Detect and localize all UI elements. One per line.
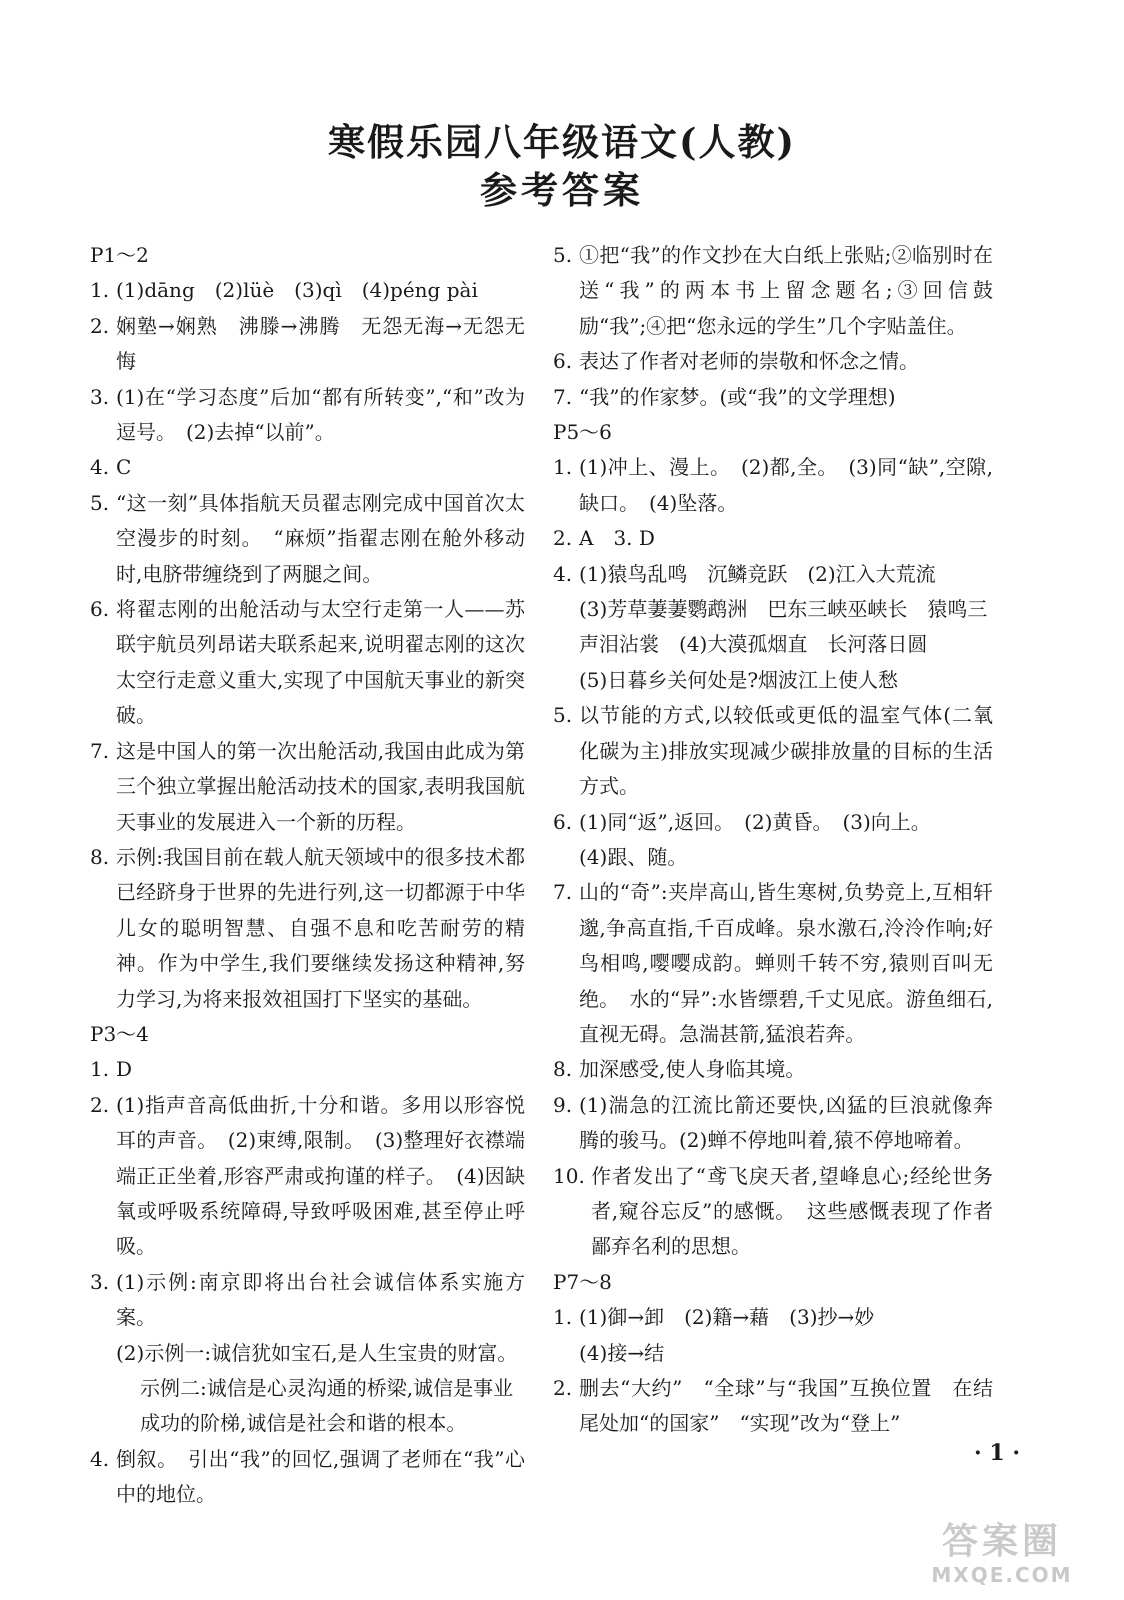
answer-item bbox=[90, 1052, 525, 1087]
item-number: 2. bbox=[553, 1376, 573, 1400]
right-column bbox=[553, 238, 993, 1442]
section-label-p7-8: P7～8 bbox=[553, 1269, 612, 1294]
item-text: A 3. D bbox=[579, 526, 655, 551]
item-number: 6. bbox=[553, 809, 573, 834]
item-text: (1)湍急的江流比箭还要快,凶猛的巨浪就像奔腾的骏马。(2)蝉不停地叫着,猿不停地啼着。 bbox=[579, 1092, 993, 1153]
answer-item bbox=[553, 238, 993, 344]
answer-item bbox=[90, 1265, 525, 1336]
answer-continuation: 示例二:诚信是心灵沟通的桥梁,诚信是事业成功的阶梯,诚信是社会和谐的根本。 bbox=[140, 1376, 514, 1436]
answer-continuation: (5)日暮乡关何处是?烟波江上使人愁 bbox=[579, 667, 899, 692]
item-number: 5. bbox=[553, 243, 573, 267]
answer-continuation: (3)芳草萋萋鹦鹉洲 巴东三峡巫峡长 猿鸣三声泪沾裳 (4)大漠孤烟直 长河落日圆 bbox=[579, 597, 988, 657]
item-text: 娴塾→娴熟 沸滕→沸腾 无怨无海→无怨无悔 bbox=[116, 313, 525, 374]
answer-item bbox=[553, 1052, 993, 1087]
item-number: 4. bbox=[90, 455, 110, 480]
answer-item bbox=[553, 875, 993, 1052]
item-text: 将翟志刚的出舱活动与太空行走第一人——苏联宇航员列昂诺夫联系起来,说明翟志刚的这次太空行走意义重大,实现了中国航天事业的新突破。 bbox=[116, 597, 525, 728]
answer-item bbox=[553, 380, 993, 415]
item-number: 10. bbox=[553, 1163, 585, 1188]
page-number: · 1 · bbox=[974, 1440, 1020, 1466]
item-text: “我”的作家梦。(或“我”的文学理想) bbox=[579, 384, 896, 409]
item-text: (1)同“返”,返回。 (2)黄昏。 (3)向上。 bbox=[579, 809, 931, 834]
answer-item bbox=[553, 805, 993, 840]
section-label-p3-4: P3～4 bbox=[90, 1021, 149, 1046]
answer-item bbox=[553, 450, 993, 521]
answer-item bbox=[553, 698, 993, 804]
item-text: C bbox=[116, 455, 132, 480]
item-text: 这是中国人的第一次出舱活动,我国由此成为第三个独立掌握出舱活动技术的国家,表明我国航天事业的发展进入一个新的历程。 bbox=[116, 738, 525, 834]
answer-item bbox=[90, 734, 525, 840]
watermark-logo bbox=[892, 1520, 1112, 1590]
item-number: 9. bbox=[553, 1092, 573, 1117]
item-text: 表达了作者对老师的崇敬和怀念之情。 bbox=[579, 349, 919, 374]
item-number: 2. bbox=[90, 1092, 110, 1117]
item-text: “这一刻”具体指航天员翟志刚完成中国首次太空漫步的时刻。 “麻烦”指翟志刚在舱外移动时,电脐带缠绕到了两腿之间。 bbox=[116, 490, 525, 586]
item-text: (1)示例:南京即将出台社会诚信体系实施方案。 bbox=[116, 1269, 525, 1330]
watermark-text-cn: 答案圈 bbox=[941, 1521, 1062, 1562]
item-number: 7. bbox=[90, 738, 110, 763]
answer-item bbox=[90, 380, 525, 451]
answer-item bbox=[90, 592, 525, 734]
item-text: (1)在“学习态度”后加“都有所转变”,“和”改为逗号。 (2)去掉“以前”。 bbox=[116, 384, 525, 445]
answer-item bbox=[553, 1371, 993, 1442]
item-text: (1)dāng (2)lüè (3)qì (4)péng pài bbox=[116, 278, 478, 303]
item-text: 以节能的方式,以较低或更低的温室气体(二氧化碳为主)排放实现减少碳排放量的目标的生活方式。 bbox=[579, 703, 993, 799]
item-number: 1. bbox=[553, 1305, 573, 1330]
answer-item bbox=[90, 840, 525, 1017]
answer-item bbox=[90, 486, 525, 592]
answer-item bbox=[553, 557, 993, 592]
item-number: 4. bbox=[90, 1446, 110, 1471]
item-text: ①把“我”的作文抄在大白纸上张贴;②临别时在送“我”的两本书上留念题名;③回信鼓励“我”;④把“您永远的学生”几个字贴盖住。 bbox=[579, 243, 993, 338]
answer-continuation: (4)跟、随。 bbox=[579, 844, 688, 869]
item-number: 1. bbox=[90, 278, 110, 303]
section-label-p5-6: P5～6 bbox=[553, 420, 612, 445]
item-text: 倒叙。 引出“我”的回忆,强调了老师在“我”心中的地位。 bbox=[116, 1446, 525, 1507]
item-number: 5. bbox=[90, 490, 110, 515]
answer-continuation: (4)接→结 bbox=[579, 1340, 665, 1365]
item-text: (1)指声音高低曲折,十分和谐。多用以形容悦耳的声音。 (2)束缚,限制。 (3)整理好衣襟端端正正坐着,形容严肃或拘谨的样子。 (4)因缺氧或呼吸系统障碍,导致呼吸困难,甚至停止呼吸。 bbox=[116, 1092, 525, 1259]
page-subtitle: 参考答案 bbox=[480, 168, 644, 212]
item-text: D bbox=[116, 1057, 133, 1082]
item-text: 山的“奇”:夹岸高山,皆生寒树,负势竞上,互相轩邈,争高直指,千百成峰。泉水激石,泠泠作响;好鸟相鸣,嘤嘤成韵。蝉则千转不穷,猿则百叫无绝。 水的“异”:水皆缥碧,千丈见底。游鱼细石,直视无碍。急湍甚箭,猛浪若奔。 bbox=[579, 880, 993, 1046]
answer-item bbox=[553, 521, 993, 556]
answer-item bbox=[553, 1159, 993, 1265]
watermark-text-en: MXQE.COM bbox=[931, 1563, 1073, 1587]
answer-item bbox=[90, 1442, 525, 1513]
item-number: 2. bbox=[90, 313, 110, 338]
item-text: 示例:我国目前在载人航天领域中的很多技术都已经跻身于世界的先进行列,这一切都源于中华儿女的聪明智慧、自强不息和吃苦耐劳的精神。作为中学生,我们要继续发扬这种精神,努力学习,为将来报效祖国打下坚实的基础。 bbox=[116, 844, 525, 1011]
item-number: 8. bbox=[90, 844, 110, 869]
page-title: 寒假乐园八年级语文(人教) bbox=[327, 120, 796, 164]
item-number: 1. bbox=[90, 1057, 110, 1082]
item-text: 加深感受,使人身临其境。 bbox=[579, 1057, 806, 1082]
item-number: 6. bbox=[553, 349, 573, 374]
answer-item bbox=[553, 344, 993, 379]
section-label-p1-2: P1～2 bbox=[90, 243, 149, 267]
answer-item bbox=[90, 273, 525, 308]
item-number: 1. bbox=[553, 455, 573, 480]
item-number: 6. bbox=[90, 597, 110, 622]
item-text: (1)御→卸 (2)籍→藉 (3)抄→妙 bbox=[579, 1305, 875, 1330]
answer-item bbox=[90, 309, 525, 380]
item-number: 4. bbox=[553, 561, 573, 586]
item-number: 8. bbox=[553, 1057, 573, 1082]
answer-item bbox=[553, 1088, 993, 1159]
answer-item bbox=[90, 1088, 525, 1265]
item-text: 删去“大约” “全球”与“我国”互换位置 在结尾处加“的国家” “实现”改为“登上” bbox=[579, 1376, 993, 1436]
left-column bbox=[90, 238, 525, 1513]
item-number: 2. bbox=[553, 526, 573, 551]
item-number: 5. bbox=[553, 703, 573, 728]
item-text: 作者发出了“鸢飞戾天者,望峰息心;经纶世务者,窥谷忘反”的感慨。 这些感慨表现了作者鄙弃名利的思想。 bbox=[591, 1163, 993, 1259]
item-number: 3. bbox=[90, 1269, 110, 1294]
item-number: 7. bbox=[553, 880, 573, 905]
item-text: (1)冲上、漫上。 (2)都,全。 (3)同“缺”,空隙,缺口。 (4)坠落。 bbox=[579, 455, 993, 515]
answer-item bbox=[90, 450, 525, 485]
answer-item bbox=[553, 1300, 993, 1335]
answer-continuation: (2)示例一:诚信犹如宝石,是人生宝贵的财富。 bbox=[116, 1340, 518, 1365]
item-text: (1)猿鸟乱鸣 沉鳞竞跃 (2)江入大荒流 bbox=[579, 561, 936, 586]
item-number: 7. bbox=[553, 384, 573, 409]
item-number: 3. bbox=[90, 384, 110, 409]
